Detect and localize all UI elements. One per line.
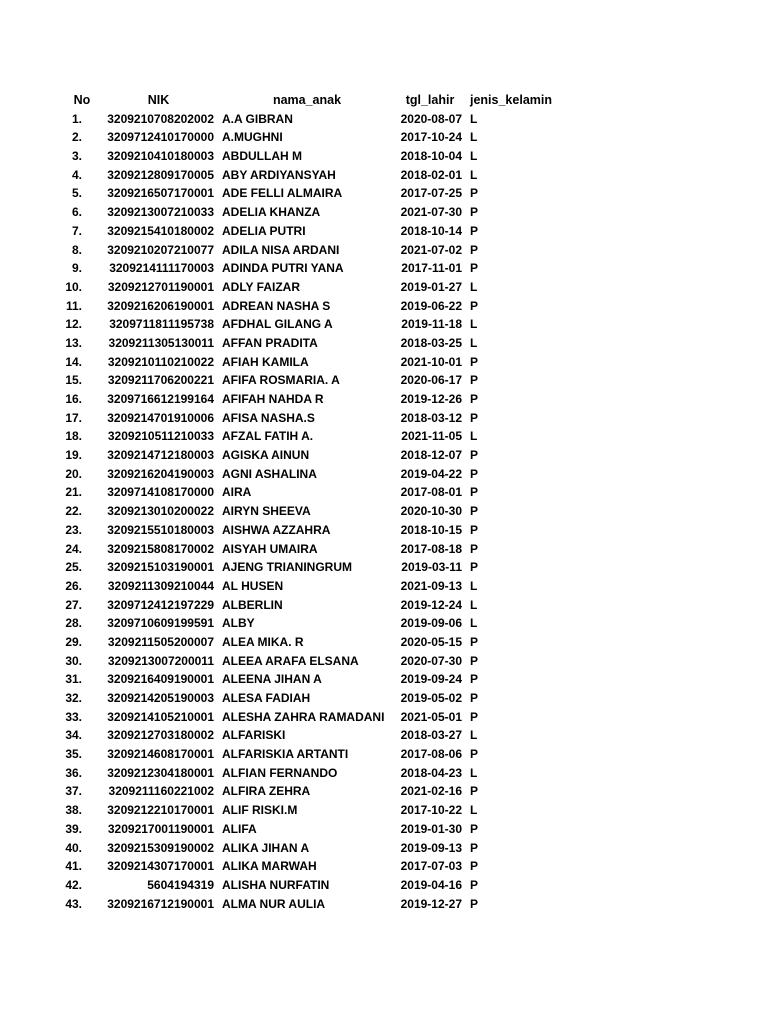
- table-row: [0, 315, 768, 334]
- cell-no: 19.: [65, 448, 82, 463]
- cell-jenis-kelamin: L: [470, 616, 478, 631]
- cell-tgl-lahir: 2019-03-11: [401, 560, 462, 575]
- cell-tgl-lahir: 2017-11-01: [401, 261, 462, 276]
- cell-no: 32.: [65, 691, 82, 705]
- cell-tgl-lahir: 2017-10-22: [400, 803, 462, 818]
- cell-nama-anak: AGISKA AINUN: [222, 448, 310, 463]
- cell-nama-anak: ALMA NUR AULIA: [222, 896, 326, 911]
- table-row: [0, 689, 768, 708]
- cell-nama-anak: ALESHA ZAHRA RAMADANI: [222, 709, 385, 724]
- cell-no: 6.: [71, 205, 82, 220]
- table-row: [0, 371, 768, 390]
- cell-nik: 3209714108170000: [107, 485, 214, 500]
- cell-jenis-kelamin: P: [470, 298, 479, 313]
- cell-nik: 3209711811195738: [109, 317, 214, 332]
- cell-no: 24.: [65, 541, 82, 556]
- cell-tgl-lahir: 2018-10-04: [400, 149, 462, 164]
- cell-nik: 3209216206190001: [107, 298, 214, 313]
- cell-no: 31.: [65, 672, 82, 687]
- cell-tgl-lahir: 2019-01-30: [400, 821, 462, 836]
- cell-nik: 3209215309190002: [107, 840, 214, 855]
- cell-jenis-kelamin: L: [470, 317, 478, 332]
- cell-tgl-lahir: 2017-07-25: [400, 186, 462, 201]
- cell-nama-anak: ALEENA JIHAN A: [222, 672, 322, 687]
- table-header-row: [0, 91, 768, 110]
- cell-tgl-lahir: 2019-12-27: [400, 896, 462, 911]
- table-row: [0, 708, 768, 727]
- cell-no: 30.: [65, 653, 82, 668]
- cell-jenis-kelamin: P: [470, 859, 479, 874]
- cell-nik: 3209216712190001: [107, 896, 214, 911]
- cell-nama-anak: ADINDA PUTRI YANA: [222, 261, 344, 276]
- table-row: [0, 446, 768, 465]
- table-row: [0, 558, 768, 577]
- cell-jenis-kelamin: L: [470, 335, 478, 350]
- cell-nama-anak: ADE FELLI ALMAIRA: [222, 186, 343, 201]
- cell-jenis-kelamin: P: [470, 709, 479, 724]
- cell-nik: 3209213007210033: [107, 205, 214, 220]
- cell-nama-anak: ALEA MIKA. R: [222, 634, 304, 649]
- cell-tgl-lahir: 2017-08-18: [400, 541, 462, 556]
- cell-nik: 3209211309210044: [107, 578, 214, 593]
- cell-tgl-lahir: 2019-01-27: [400, 279, 462, 294]
- header-no: No: [73, 93, 91, 107]
- cell-jenis-kelamin: P: [470, 410, 479, 425]
- cell-no: 17.: [65, 410, 82, 425]
- cell-jenis-kelamin: L: [470, 597, 478, 612]
- cell-nama-anak: AFZAL FATIH A.: [222, 429, 314, 444]
- cell-nama-anak: A.A GIBRAN: [222, 111, 293, 126]
- table-row: [0, 820, 768, 839]
- cell-nik: 3209211305130011: [108, 335, 214, 350]
- cell-no: 15.: [65, 373, 82, 388]
- cell-tgl-lahir: 2019-04-16: [400, 877, 462, 892]
- cell-jenis-kelamin: P: [470, 672, 479, 687]
- table-row: [0, 259, 768, 278]
- cell-nama-anak: ALIFA: [222, 821, 257, 836]
- table-row: [0, 128, 768, 147]
- cell-nama-anak: AFIAH KAMILA: [222, 354, 309, 369]
- cell-tgl-lahir: 2018-04-23: [400, 765, 462, 780]
- table-row: [0, 782, 768, 801]
- cell-jenis-kelamin: P: [470, 634, 479, 649]
- table-row: [0, 895, 768, 914]
- cell-nik: 3209210410180003: [107, 149, 214, 164]
- cell-jenis-kelamin: P: [470, 186, 479, 201]
- cell-jenis-kelamin: P: [470, 784, 479, 799]
- table-row: [0, 278, 768, 297]
- cell-tgl-lahir: 2018-10-15: [400, 522, 462, 537]
- cell-jenis-kelamin: L: [470, 578, 478, 593]
- cell-jenis-kelamin: L: [470, 111, 478, 126]
- cell-tgl-lahir: 2021-07-30: [400, 205, 462, 220]
- cell-tgl-lahir: 2021-09-13: [400, 578, 462, 593]
- cell-no: 33.: [65, 709, 82, 724]
- cell-tgl-lahir: 2017-08-01: [400, 485, 462, 500]
- cell-no: 22.: [65, 504, 82, 519]
- cell-no: 9.: [71, 261, 82, 276]
- cell-tgl-lahir: 2017-07-03: [400, 859, 462, 874]
- cell-nik: 3209216507170001: [107, 186, 214, 201]
- cell-no: 21.: [65, 485, 82, 500]
- cell-nik: 3209211706200221: [107, 373, 214, 388]
- cell-no: 41.: [65, 859, 82, 874]
- cell-jenis-kelamin: L: [470, 279, 478, 294]
- cell-tgl-lahir: 2019-09-13: [400, 840, 462, 855]
- cell-nama-anak: ABY ARDIYANSYAH: [222, 167, 336, 182]
- cell-nik: 3209212703180002: [107, 728, 214, 743]
- cell-tgl-lahir: 2020-08-07: [400, 111, 462, 126]
- cell-nama-anak: ADREAN NASHA S: [222, 298, 331, 313]
- cell-no: 28.: [65, 616, 82, 631]
- cell-nik: 3209210207210077: [107, 242, 214, 257]
- cell-tgl-lahir: 2019-05-02: [400, 691, 462, 705]
- cell-jenis-kelamin: P: [470, 354, 479, 369]
- data-table: [0, 91, 768, 913]
- cell-no: 5.: [71, 186, 82, 201]
- cell-no: 20.: [65, 466, 82, 481]
- cell-nama-anak: ALFARISKI: [222, 728, 286, 743]
- cell-jenis-kelamin: L: [470, 429, 478, 444]
- cell-nik: 3209214105210001: [107, 709, 214, 724]
- cell-nik: 3209212304180001: [107, 765, 214, 780]
- cell-tgl-lahir: 2021-07-02: [400, 242, 462, 257]
- cell-jenis-kelamin: P: [470, 223, 479, 238]
- cell-nama-anak: ALESA FADIAH: [222, 691, 311, 705]
- cell-jenis-kelamin: P: [470, 485, 479, 500]
- cell-nama-anak: ADLY FAIZAR: [222, 279, 301, 294]
- cell-tgl-lahir: 2019-12-24: [400, 597, 462, 612]
- cell-nik: 3209212701190001: [107, 279, 214, 294]
- cell-nama-anak: ALBY: [222, 616, 255, 631]
- cell-tgl-lahir: 2020-07-30: [400, 653, 462, 668]
- cell-nama-anak: AFIFA ROSMARIA. A: [222, 373, 340, 388]
- table-row: [0, 764, 768, 783]
- cell-tgl-lahir: 2021-10-01: [400, 354, 462, 369]
- cell-nik: 3209214307170001: [107, 859, 214, 874]
- cell-no: 14.: [65, 354, 82, 369]
- cell-tgl-lahir: 2020-10-30: [400, 504, 462, 519]
- cell-tgl-lahir: 2021-11-05: [401, 429, 462, 444]
- cell-nik: 3209215410180002: [107, 223, 214, 238]
- cell-nik: 3209712410170000: [107, 130, 214, 145]
- cell-nama-anak: AFIFAH NAHDA R: [222, 392, 324, 406]
- cell-no: 40.: [65, 840, 82, 855]
- cell-no: 1.: [71, 111, 82, 126]
- cell-nama-anak: ALIKA JIHAN A: [222, 840, 310, 855]
- cell-nama-anak: AJENG TRIANINGRUM: [222, 560, 353, 575]
- cell-jenis-kelamin: P: [470, 205, 479, 220]
- cell-tgl-lahir: 2019-12-26: [400, 392, 462, 406]
- cell-tgl-lahir: 2019-04-22: [400, 466, 462, 481]
- cell-jenis-kelamin: L: [470, 803, 478, 818]
- cell-nama-anak: ALISHA NURFATIN: [222, 877, 330, 892]
- cell-nama-anak: AISYAH UMAIRA: [222, 541, 318, 556]
- table-row: [0, 353, 768, 372]
- cell-nama-anak: AL HUSEN: [222, 578, 284, 593]
- cell-no: 39.: [65, 821, 82, 836]
- cell-nik: 3209213010200022: [107, 504, 214, 519]
- table-row: [0, 577, 768, 596]
- cell-nama-anak: AIRA: [222, 485, 252, 500]
- cell-nik: 3209211505200007: [107, 634, 214, 649]
- cell-no: 18.: [65, 429, 82, 444]
- cell-no: 7.: [71, 223, 82, 238]
- cell-nama-anak: AFFAN PRADITA: [222, 335, 318, 350]
- header-nama-anak: nama_anak: [272, 93, 342, 107]
- cell-nama-anak: ADELIA KHANZA: [222, 205, 321, 220]
- cell-nik: 3209211160221002: [108, 784, 214, 799]
- header-nik: NIK: [147, 93, 170, 107]
- cell-nama-anak: ALBERLIN: [222, 597, 283, 612]
- table-row: [0, 614, 768, 633]
- cell-nik: 3209213007200011: [107, 653, 214, 668]
- cell-jenis-kelamin: L: [470, 728, 478, 743]
- cell-nik: 3209716612199164: [107, 392, 214, 406]
- table-row: [0, 184, 768, 203]
- cell-nik: 3209214712180003: [107, 448, 214, 463]
- cell-jenis-kelamin: P: [470, 691, 479, 705]
- table-row: [0, 147, 768, 166]
- cell-no: 37.: [65, 784, 82, 799]
- cell-jenis-kelamin: P: [470, 373, 479, 388]
- header-tgl-lahir: tgl_lahir: [405, 93, 455, 107]
- table-row: [0, 334, 768, 353]
- cell-no: 2.: [71, 130, 82, 145]
- table-body: [0, 110, 768, 914]
- cell-tgl-lahir: 2018-03-12: [400, 410, 462, 425]
- cell-nik: 3209210110210022: [107, 354, 214, 369]
- cell-no: 4.: [71, 167, 82, 182]
- cell-no: 35.: [65, 747, 82, 762]
- cell-tgl-lahir: 2019-06-22: [400, 298, 462, 313]
- cell-no: 13.: [65, 335, 82, 350]
- cell-jenis-kelamin: L: [470, 130, 478, 145]
- cell-tgl-lahir: 2021-05-01: [400, 709, 462, 724]
- cell-no: 3.: [71, 149, 82, 164]
- cell-nama-anak: ALIF RISKI.M: [222, 803, 298, 818]
- table-row: [0, 222, 768, 241]
- cell-nik: 3209212210170001: [107, 803, 214, 818]
- cell-nama-anak: AISHWA AZZAHRA: [222, 522, 331, 537]
- table-row: [0, 241, 768, 260]
- cell-nik: 3209214205190003: [107, 691, 214, 705]
- table-row: [0, 652, 768, 671]
- cell-jenis-kelamin: P: [470, 896, 479, 911]
- cell-no: 34.: [65, 728, 82, 743]
- cell-nik: 3209210511210033: [107, 429, 214, 444]
- table-row: [0, 297, 768, 316]
- cell-tgl-lahir: 2019-09-06: [400, 616, 462, 631]
- table-row: [0, 502, 768, 521]
- cell-jenis-kelamin: P: [470, 261, 479, 276]
- cell-tgl-lahir: 2019-09-24: [400, 672, 462, 687]
- cell-no: 29.: [65, 634, 82, 649]
- cell-no: 16.: [65, 392, 82, 406]
- table-row: [0, 839, 768, 858]
- cell-no: 8.: [71, 242, 82, 257]
- cell-nik: 3209216204190003: [107, 466, 214, 481]
- table-row: [0, 726, 768, 745]
- cell-nik: 3209710609199591: [107, 616, 214, 631]
- cell-tgl-lahir: 2018-03-25: [400, 335, 462, 350]
- table-row: [0, 670, 768, 689]
- table-row: [0, 203, 768, 222]
- cell-jenis-kelamin: P: [470, 840, 479, 855]
- cell-nama-anak: ALFIRA ZEHRA: [222, 784, 311, 799]
- table-row: [0, 521, 768, 540]
- cell-no: 36.: [65, 765, 82, 780]
- cell-tgl-lahir: 2019-11-18: [401, 317, 462, 332]
- cell-nik: 3209215510180003: [107, 522, 214, 537]
- cell-nik: 3209210708202002: [107, 111, 214, 126]
- table-row: [0, 409, 768, 428]
- cell-jenis-kelamin: L: [470, 765, 478, 780]
- cell-nik: 3209217001190001: [107, 821, 214, 836]
- table-row: [0, 390, 768, 409]
- cell-jenis-kelamin: P: [470, 747, 479, 762]
- cell-jenis-kelamin: P: [470, 877, 479, 892]
- cell-nama-anak: ALIKA MARWAH: [222, 859, 317, 874]
- cell-no: 43.: [65, 896, 82, 911]
- table-row: [0, 857, 768, 876]
- cell-nik: 3209216409190001: [107, 672, 214, 687]
- table-row: [0, 876, 768, 895]
- table-row: [0, 465, 768, 484]
- table-row: [0, 633, 768, 652]
- cell-jenis-kelamin: P: [470, 541, 479, 556]
- cell-tgl-lahir: 2018-12-07: [400, 448, 462, 463]
- cell-nama-anak: AFDHAL GILANG A: [222, 317, 333, 332]
- cell-jenis-kelamin: P: [470, 448, 479, 463]
- cell-nama-anak: AIRYN SHEEVA: [222, 504, 311, 519]
- cell-no: 38.: [65, 803, 82, 818]
- table-row: [0, 596, 768, 615]
- table-row: [0, 745, 768, 764]
- cell-no: 11.: [65, 298, 82, 313]
- cell-jenis-kelamin: P: [470, 522, 479, 537]
- header-jenis-kelamin: jenis_kelamin: [470, 93, 552, 107]
- cell-no: 42.: [65, 877, 82, 892]
- cell-no: 27.: [65, 597, 82, 612]
- cell-tgl-lahir: 2018-03-27: [400, 728, 462, 743]
- cell-nama-anak: ABDULLAH M: [222, 149, 302, 164]
- cell-nik: 5604194319: [147, 877, 214, 892]
- cell-tgl-lahir: 2018-02-01: [400, 167, 462, 182]
- cell-no: 23.: [65, 522, 82, 537]
- cell-nik: 3209214608170001: [107, 747, 214, 762]
- cell-jenis-kelamin: P: [470, 653, 479, 668]
- table-row: [0, 110, 768, 129]
- cell-jenis-kelamin: P: [470, 392, 479, 406]
- cell-nik: 3209214701910006: [107, 410, 214, 425]
- cell-jenis-kelamin: P: [470, 504, 479, 519]
- cell-no: 26.: [65, 578, 82, 593]
- cell-tgl-lahir: 2017-08-06: [400, 747, 462, 762]
- cell-no: 12.: [65, 317, 82, 332]
- table-row: [0, 427, 768, 446]
- table-row: [0, 801, 768, 820]
- cell-nama-anak: AGNI ASHALINA: [222, 466, 317, 481]
- cell-nik: 3209215103190001: [107, 560, 214, 575]
- cell-nik: 3209212809170005: [107, 167, 214, 182]
- cell-jenis-kelamin: L: [470, 149, 478, 164]
- cell-nama-anak: ADELIA PUTRI: [222, 223, 306, 238]
- cell-nama-anak: A.MUGHNI: [222, 130, 283, 145]
- cell-jenis-kelamin: L: [470, 167, 478, 182]
- table-row: [0, 166, 768, 185]
- cell-tgl-lahir: 2017-10-24: [400, 130, 462, 145]
- cell-nik: 3209215808170002: [107, 541, 214, 556]
- cell-nama-anak: AFISA NASHA.S: [222, 410, 315, 425]
- cell-jenis-kelamin: P: [470, 242, 479, 257]
- cell-jenis-kelamin: P: [470, 560, 479, 575]
- cell-nama-anak: ALEEA ARAFA ELSANA: [222, 653, 359, 668]
- cell-nama-anak: ALFARISKIA ARTANTI: [222, 747, 349, 762]
- cell-nik: 3209712412197229: [107, 597, 214, 612]
- cell-nama-anak: ADILA NISA ARDANI: [222, 242, 340, 257]
- cell-tgl-lahir: 2018-10-14: [400, 223, 462, 238]
- cell-tgl-lahir: 2021-02-16: [400, 784, 462, 799]
- cell-no: 25.: [65, 560, 82, 575]
- table-row: [0, 483, 768, 502]
- cell-jenis-kelamin: P: [470, 821, 479, 836]
- cell-no: 10.: [65, 279, 82, 294]
- cell-jenis-kelamin: P: [470, 466, 479, 481]
- cell-nik: 3209214111170003: [109, 261, 214, 276]
- cell-nama-anak: ALFIAN FERNANDO: [222, 765, 338, 780]
- table-row: [0, 540, 768, 559]
- cell-tgl-lahir: 2020-06-17: [400, 373, 462, 388]
- cell-tgl-lahir: 2020-05-15: [400, 634, 462, 649]
